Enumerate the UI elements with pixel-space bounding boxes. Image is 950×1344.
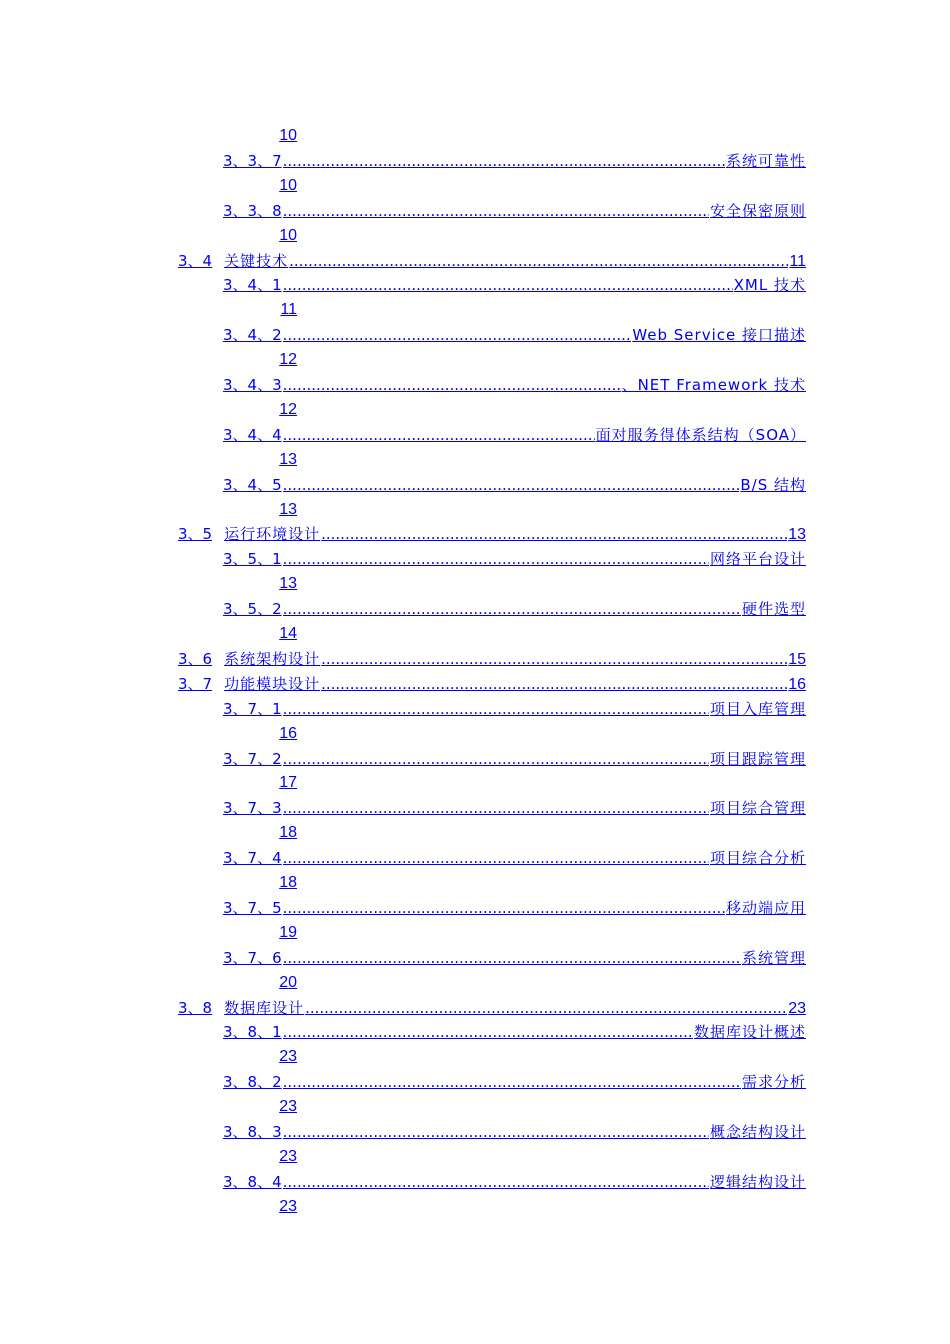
toc-entry-section[interactable] (178, 647, 806, 672)
toc-page-number: 23 (788, 999, 806, 1017)
toc-page-number[interactable]: 13 (279, 450, 297, 468)
toc-page-number[interactable]: 19 (279, 923, 297, 941)
toc-entry-subsection[interactable] (223, 149, 806, 174)
toc-entry-subsection[interactable] (223, 946, 806, 971)
toc-entry-title: 网络平台设计 (709, 550, 806, 569)
toc-page-number[interactable]: 12 (279, 351, 297, 369)
toc-entry-number: 3、4、5 (223, 475, 282, 494)
toc-entry-title: 项目综合分析 (709, 849, 806, 868)
toc-entry-subsection[interactable] (223, 273, 806, 298)
toc-entry-subsection[interactable] (223, 423, 806, 448)
toc-dot-leader (283, 547, 709, 572)
toc-dot-leader (305, 996, 787, 1021)
toc-entry-subsection[interactable] (223, 1120, 806, 1145)
toc-entry-section[interactable] (178, 996, 806, 1021)
toc-entry-subsection[interactable] (223, 373, 806, 398)
toc-dot-leader (283, 199, 709, 224)
toc-entry-number: 3、4、2 (223, 326, 282, 345)
toc-dot-leader (283, 1020, 693, 1045)
toc-entry-title: 逻辑结构设计 (709, 1172, 806, 1191)
toc-entry-number: 3、3、8 (223, 201, 282, 220)
toc-page-number[interactable]: 20 (279, 973, 297, 991)
toc-page-number[interactable]: 23 (279, 1098, 297, 1116)
toc-page-number[interactable]: 18 (279, 824, 297, 842)
toc-entry-subsection[interactable] (223, 896, 806, 921)
toc-page-number[interactable]: 10 (279, 226, 297, 244)
toc-page-number[interactable]: 23 (279, 1048, 297, 1066)
toc-entry-number: 3、8、3 (223, 1123, 282, 1141)
toc-entry-title: 运行环境设计 (224, 525, 321, 544)
toc-entry-title: B/S 结构 (740, 475, 806, 494)
toc-dot-leader (283, 473, 740, 498)
toc-entry-number: 3、5、1 (223, 550, 282, 569)
toc-entry-number: 3、4、4 (223, 425, 282, 444)
toc-entry-subsection[interactable] (223, 547, 806, 572)
toc-entry-number: 3、4 (178, 251, 213, 270)
toc-entry-number: 3、3、7 (223, 151, 282, 170)
toc-entry-subsection[interactable] (223, 1070, 806, 1095)
toc-dot-leader (283, 373, 621, 398)
toc-page-number[interactable]: 10 (279, 127, 297, 144)
toc-dot-leader (321, 522, 787, 547)
toc-dot-leader (283, 1170, 709, 1195)
toc-entry-number: 3、4、1 (223, 276, 282, 295)
toc-entry-title: 关键技术 (224, 251, 289, 270)
toc-entry-subsection[interactable] (223, 597, 806, 622)
toc-page-number[interactable]: 13 (279, 500, 297, 518)
toc-dot-leader (283, 846, 709, 871)
toc-entry-number: 3、7、6 (223, 948, 282, 967)
toc-entry-number: 3、7、1 (223, 699, 282, 718)
toc-dot-leader (283, 323, 632, 348)
toc-entry-number: 3、8、4 (223, 1172, 282, 1191)
toc-entry-number: 3、8、2 (223, 1073, 282, 1092)
toc-dot-leader (289, 249, 788, 274)
toc-entry-subsection[interactable] (223, 747, 806, 772)
toc-entry-number: 3、7、4 (223, 849, 282, 868)
toc-entry-number: 3、7、5 (223, 898, 282, 917)
toc-entry-number: 3、8、1 (223, 1023, 282, 1042)
toc-dot-leader (283, 423, 595, 448)
toc-dot-leader (283, 796, 709, 821)
toc-entry-section[interactable] (178, 522, 806, 547)
toc-page-number[interactable]: 17 (279, 774, 297, 792)
toc-dot-leader (283, 1070, 741, 1095)
toc-entry-number: 3、8 (178, 998, 213, 1017)
toc-dot-leader (283, 697, 709, 722)
toc-entry-title: 系统可靠性 (725, 151, 806, 170)
toc-entry-subsection[interactable] (223, 473, 806, 498)
toc-entry-number: 3、5 (178, 525, 213, 544)
toc-entry-title: 硬件选型 (741, 600, 806, 619)
toc-page-number[interactable]: 13 (279, 575, 297, 593)
toc-entry-title: Web Service 接口描述 (632, 326, 806, 345)
toc-entry-title: XML 技术 (733, 276, 806, 295)
toc-page-number: 16 (788, 675, 806, 693)
toc-dot-leader (283, 149, 725, 174)
toc-entry-title: 项目综合管理 (709, 799, 806, 818)
toc-entry-subsection[interactable] (223, 796, 806, 821)
toc-dot-leader (321, 672, 787, 697)
toc-dot-leader (283, 896, 725, 921)
toc-entry-title: 数据库设计概述 (693, 1023, 806, 1042)
toc-entry-title: 概念结构设计 (709, 1123, 806, 1141)
toc-entry-title: 安全保密原则 (709, 201, 806, 220)
toc-dot-leader (283, 273, 733, 298)
toc-entry-subsection[interactable] (223, 697, 806, 722)
toc-entry-subsection[interactable] (223, 199, 806, 224)
toc-page-number: 15 (788, 650, 806, 668)
toc-page-number[interactable]: 18 (279, 874, 297, 891)
toc-dot-leader (283, 946, 741, 971)
toc-page-number: 13 (788, 526, 806, 544)
toc-entry-title: 、NET Framework 技术 (621, 376, 806, 394)
toc-page-number: 11 (789, 252, 806, 270)
toc-entry-title: 功能模块设计 (224, 674, 321, 693)
toc-entry-subsection[interactable] (223, 323, 806, 348)
toc-dot-leader (321, 647, 787, 672)
toc-entry-number: 3、6 (178, 649, 213, 668)
toc-entry-title: 需求分析 (741, 1073, 806, 1092)
toc-page-number[interactable]: 10 (279, 176, 297, 194)
toc-dot-leader (283, 597, 741, 622)
toc-dot-leader (283, 747, 709, 772)
toc-entry-title: 数据库设计 (224, 998, 305, 1017)
toc-entry-number: 3、5、2 (223, 600, 282, 619)
toc-entry-number: 3、7 (178, 674, 213, 693)
toc-entry-title: 项目入库管理 (709, 699, 806, 718)
toc-entry-number: 3、7、2 (223, 749, 282, 768)
toc-entry-number: 3、4、3 (223, 376, 282, 394)
toc-entry-subsection[interactable] (223, 1170, 806, 1195)
toc-page-number[interactable]: 23 (279, 1147, 297, 1165)
toc-page-number[interactable]: 16 (279, 724, 297, 742)
toc-dot-leader (283, 1120, 709, 1145)
toc-entry-title: 系统管理 (741, 948, 806, 967)
toc-entry-number: 3、7、3 (223, 799, 282, 818)
toc-entry-title: 系统架构设计 (224, 649, 321, 668)
toc-entry-section[interactable] (178, 672, 806, 697)
toc-entry-section[interactable] (178, 249, 806, 274)
toc-entry-subsection[interactable] (223, 1020, 806, 1045)
toc-page-number[interactable]: 14 (279, 625, 297, 642)
toc-page-number[interactable]: 23 (279, 1197, 297, 1215)
toc-entry-title: 移动端应用 (725, 898, 806, 917)
toc-page-number[interactable]: 11 (280, 301, 297, 319)
toc-entry-title: 项目跟踪管理 (709, 749, 806, 768)
toc-entry-subsection[interactable] (223, 846, 806, 871)
toc-entry-title: 面对服务得体系结构（SOA） (595, 425, 806, 444)
toc-page-number[interactable]: 12 (279, 400, 297, 418)
